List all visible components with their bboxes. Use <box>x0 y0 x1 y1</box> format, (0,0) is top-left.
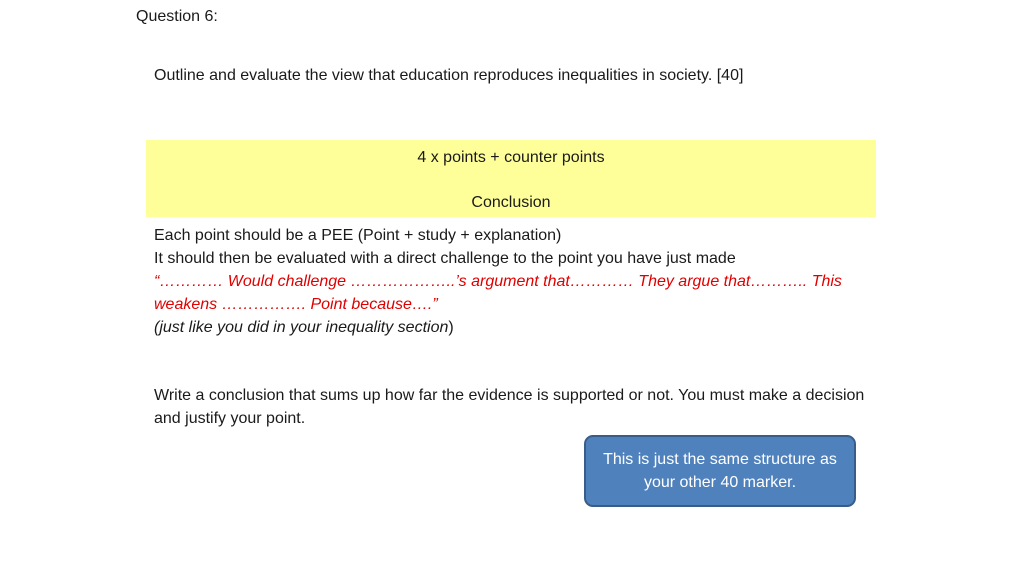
inequality-note-close: ) <box>448 319 454 336</box>
structure-box <box>146 140 876 217</box>
evaluation-instruction: It should then be evaluated with a direct challenge to the point you have just made <box>154 250 736 267</box>
question-label: Question 6: <box>136 8 218 25</box>
pee-definition: Each point should be a PEE (Point + study + explanation) <box>154 227 562 244</box>
pee-guidance <box>154 224 874 339</box>
structure-points-line: 4 x points + counter points <box>417 149 605 166</box>
sentence-template: “………… Would challenge ………………..’s argument that………… They argue that……….. This weakens ……………. Point because….” <box>154 273 842 313</box>
question-prompt: Outline and evaluate the view that education reproduces inequalities in society. [40] <box>154 67 744 84</box>
inequality-note-italic: (just like you did in your inequality section <box>154 319 449 336</box>
callout-text: This is just the same structure as your other 40 marker. <box>603 451 837 491</box>
conclusion-guidance: Write a conclusion that sums up how far the evidence is supported or not. You must make a decision and justify your point. <box>154 387 865 427</box>
structure-conclusion-line: Conclusion <box>471 194 551 211</box>
inequality-note <box>154 316 874 339</box>
callout-box <box>584 435 856 507</box>
